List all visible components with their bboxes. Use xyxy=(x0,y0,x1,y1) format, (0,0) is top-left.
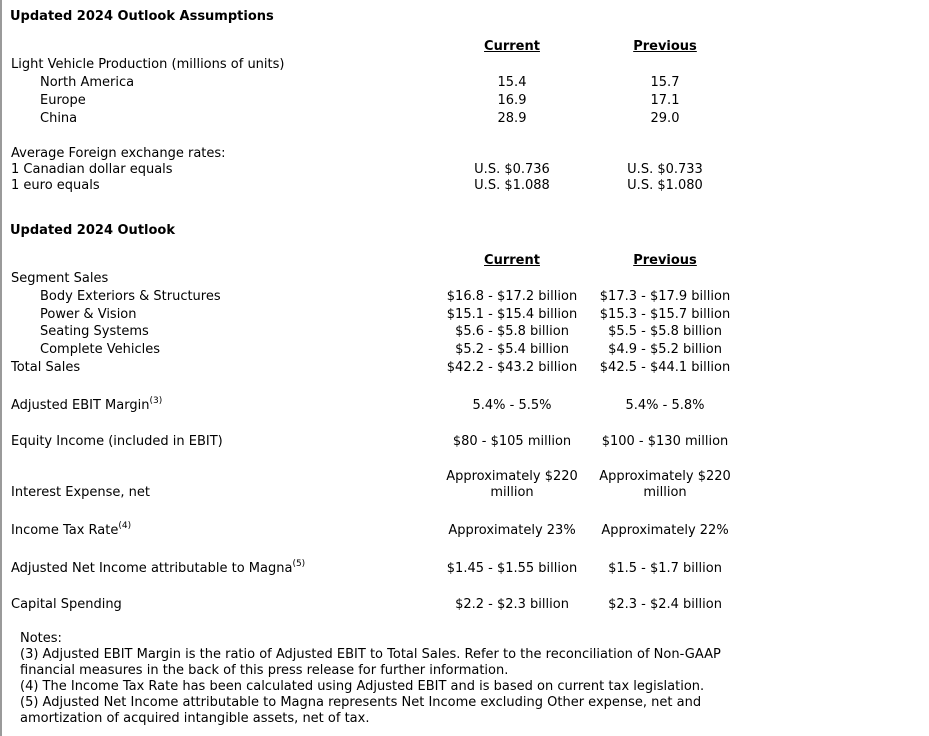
lvp-row-label: North America xyxy=(40,75,135,90)
segment-row-label: Body Exteriors & Structures xyxy=(40,289,221,304)
lvp-header: Light Vehicle Production (millions of units) xyxy=(11,57,285,72)
interest-expense-current-line1: Approximately $220 xyxy=(446,469,578,484)
ebit-margin-label xyxy=(11,398,162,414)
segment-row-current: $5.6 - $5.8 billion xyxy=(455,324,569,339)
segment-row-current: $15.1 - $15.4 billion xyxy=(446,307,578,322)
interest-expense-previous-line2: million xyxy=(643,485,687,500)
fx-row-previous: U.S. $1.080 xyxy=(627,178,703,193)
lvp-row-previous: 17.1 xyxy=(650,93,680,108)
total-sales-current: $42.2 - $43.2 billion xyxy=(446,360,578,375)
capex-current: $2.2 - $2.3 billion xyxy=(455,597,569,612)
total-sales-previous: $42.5 - $44.1 billion xyxy=(599,360,731,375)
note-3: (3) Adjusted EBIT Margin is the ratio of Adjusted EBIT to Total Sales. Refer to the reconciliation of Non-GAAP financial measures in the back of this press release for further information. xyxy=(20,647,721,678)
segment-row-previous: $17.3 - $17.9 billion xyxy=(599,289,731,304)
capex-previous: $2.3 - $2.4 billion xyxy=(608,597,722,612)
segment-row-label: Power & Vision xyxy=(40,307,137,322)
footnote-ref-5: (5) xyxy=(292,559,306,569)
fx-row-current: U.S. $0.736 xyxy=(474,162,550,177)
ebit-margin-current: 5.4% - 5.5% xyxy=(472,398,552,413)
ebit-margin-previous: 5.4% - 5.8% xyxy=(625,398,705,413)
fx-row-current: U.S. $1.088 xyxy=(474,178,550,193)
interest-expense-previous-line1: Approximately $220 xyxy=(599,469,731,484)
assumptions-col-previous: Previous xyxy=(633,39,697,54)
segment-row-current: $16.8 - $17.2 billion xyxy=(446,289,578,304)
assumptions-title: Updated 2024 Outlook Assumptions xyxy=(10,9,274,24)
capex-label: Capital Spending xyxy=(11,597,122,612)
assumptions-col-current: Current xyxy=(484,39,540,54)
segment-sales-header: Segment Sales xyxy=(11,271,109,286)
fx-row-previous: U.S. $0.733 xyxy=(627,162,703,177)
left-border xyxy=(0,0,2,736)
segment-row-label: Complete Vehicles xyxy=(40,342,161,357)
tax-rate-text: Income Tax Rate xyxy=(11,523,119,538)
note-4: (4) The Income Tax Rate has been calculated using Adjusted EBIT and is based on current tax legislation. xyxy=(20,679,705,694)
equity-income-previous: $100 - $130 million xyxy=(601,434,729,449)
ebit-margin-text: Adjusted EBIT Margin xyxy=(11,398,150,413)
notes-header: Notes: xyxy=(20,631,62,646)
fx-header: Average Foreign exchange rates: xyxy=(11,146,226,161)
outlook-col-current: Current xyxy=(484,253,540,268)
equity-income-current: $80 - $105 million xyxy=(452,434,572,449)
tax-rate-current: Approximately 23% xyxy=(448,523,576,538)
outlook-title: Updated 2024 Outlook xyxy=(10,223,175,238)
lvp-row-previous: 15.7 xyxy=(650,75,680,90)
segment-row-label: Seating Systems xyxy=(40,324,149,339)
fx-row-label: 1 euro equals xyxy=(11,178,100,193)
segment-row-previous: $5.5 - $5.8 billion xyxy=(608,324,722,339)
interest-expense-previous xyxy=(590,469,740,501)
interest-expense-label: Interest Expense, net xyxy=(11,485,150,500)
net-income-previous: $1.5 - $1.7 billion xyxy=(608,561,722,576)
outlook-col-previous: Previous xyxy=(633,253,697,268)
equity-income-label: Equity Income (included in EBIT) xyxy=(11,434,223,449)
net-income-label xyxy=(11,561,305,577)
tax-rate-label xyxy=(11,523,131,539)
lvp-row-label: China xyxy=(40,111,78,126)
interest-expense-current xyxy=(437,469,587,501)
lvp-row-label: Europe xyxy=(40,93,86,108)
note-5: (5) Adjusted Net Income attributable to Magna represents Net Income excluding Other expense, net and amortization of acquired intangible assets, net of tax. xyxy=(20,695,702,726)
fx-row-label: 1 Canadian dollar equals xyxy=(11,162,173,177)
notes-section xyxy=(20,631,750,727)
segment-row-previous: $4.9 - $5.2 billion xyxy=(608,342,722,357)
segment-row-previous: $15.3 - $15.7 billion xyxy=(599,307,731,322)
interest-expense-current-line2: million xyxy=(490,485,534,500)
net-income-current: $1.45 - $1.55 billion xyxy=(446,561,578,576)
lvp-row-current: 15.4 xyxy=(497,75,527,90)
total-sales-label: Total Sales xyxy=(11,360,81,375)
lvp-row-current: 28.9 xyxy=(497,111,527,126)
net-income-text: Adjusted Net Income attributable to Magna xyxy=(11,561,293,576)
footnote-ref-4: (4) xyxy=(118,521,132,531)
segment-row-current: $5.2 - $5.4 billion xyxy=(455,342,569,357)
footnote-ref-3: (3) xyxy=(149,396,163,406)
tax-rate-previous: Approximately 22% xyxy=(601,523,729,538)
lvp-row-previous: 29.0 xyxy=(650,111,680,126)
lvp-row-current: 16.9 xyxy=(497,93,527,108)
